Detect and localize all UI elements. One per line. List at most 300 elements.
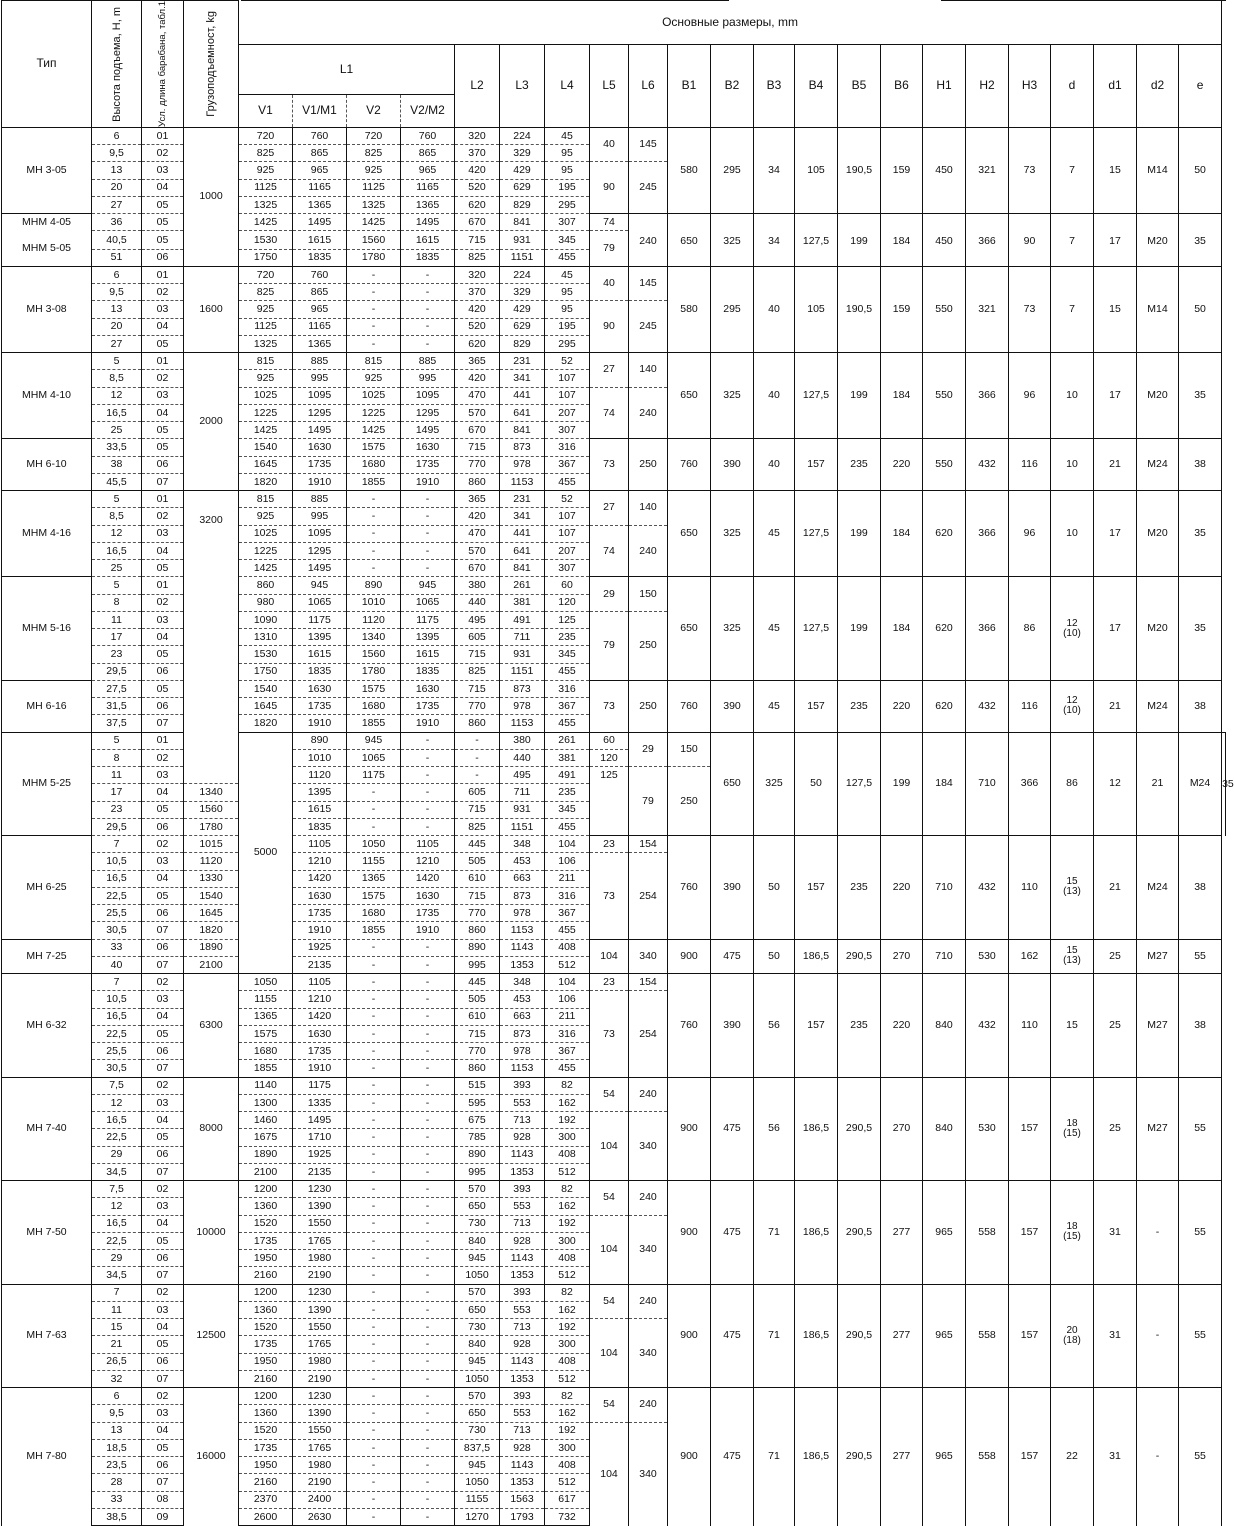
cell-l2: 420 — [455, 370, 500, 387]
cell-v1m1: 1835 — [293, 818, 347, 835]
cell-l3: 491 — [545, 767, 590, 784]
cell-l4: 195 — [545, 318, 590, 335]
cell-l2: 620 — [455, 335, 500, 352]
cell-l4: 300 — [545, 1439, 590, 1456]
cell-d: 12 (10) — [1051, 680, 1094, 732]
cell-h3: 110 — [1009, 836, 1051, 940]
cell-v1: 1425 — [239, 214, 293, 231]
cell-l4: 120 — [545, 594, 590, 611]
cell-l3: 931 — [500, 231, 545, 249]
cell-v2m2: 945 — [401, 577, 455, 594]
cell-l5: 23 — [590, 974, 629, 991]
cell-height: 9,5 — [92, 284, 142, 301]
cell-v1m1: 1230 — [293, 1388, 347, 1405]
cell-l6: 240 — [629, 1388, 668, 1423]
cell-b6: 277 — [881, 1181, 923, 1285]
cell-b4: 157 — [795, 680, 838, 732]
cell-height: 8,5 — [92, 370, 142, 387]
cell-l2: 995 — [455, 956, 500, 973]
col-v2m2-header: V2/M2 — [401, 94, 455, 127]
cell-v2m2: - — [401, 491, 455, 508]
cell-l3: 1143 — [500, 1250, 545, 1267]
cell-l6: 340 — [629, 1319, 668, 1388]
cell-drum: 04 — [142, 1215, 184, 1232]
cell-v2m2: - — [401, 1232, 455, 1249]
cell-e: 35 — [1179, 491, 1222, 577]
cell-e: 38 — [1179, 836, 1222, 940]
cell-drum: 04 — [142, 629, 184, 646]
cell-b5: 199 — [881, 732, 923, 836]
cell-l5: 27 — [590, 491, 629, 526]
cell-v2: 1575 — [347, 887, 401, 904]
cell-h3: 90 — [1009, 214, 1051, 267]
cell-v2m2: 1365 — [401, 196, 455, 213]
cell-v2m2: 1095 — [401, 387, 455, 404]
cell-height: 13 — [92, 162, 142, 179]
col-h1-header: H1 — [923, 45, 966, 128]
capacity-cell: 3200 — [184, 491, 239, 784]
cell-v1m1: 1335 — [293, 1094, 347, 1111]
cell-h2: 366 — [966, 491, 1009, 577]
cell-v1: 1200 — [239, 1388, 293, 1405]
cell-v2m2: - — [401, 560, 455, 577]
cell-v2m2: - — [455, 749, 500, 766]
cell-v1m1: 1550 — [293, 1319, 347, 1336]
cell-height: 34,5 — [92, 1267, 142, 1284]
cell-v2m2: 1630 — [401, 439, 455, 456]
cell-height: 32 — [92, 1370, 142, 1387]
cell-b5: 199 — [838, 353, 881, 439]
cell-e: 35 — [1179, 353, 1222, 439]
cell-height: 23,5 — [92, 1457, 142, 1474]
cell-drum: 05 — [142, 231, 184, 249]
cell-v2: - — [347, 1439, 401, 1456]
cell-h2: 366 — [966, 577, 1009, 681]
cell-v2m2: - — [401, 1077, 455, 1094]
cell-l3: 629 — [500, 179, 545, 196]
cell-drum: 01 — [142, 491, 184, 508]
cell-l3: 928 — [500, 1232, 545, 1249]
cell-l5: 54 — [590, 1181, 629, 1216]
cell-l4: 207 — [545, 542, 590, 559]
cell-l4: 367 — [545, 456, 590, 473]
cell-v2: - — [401, 749, 455, 766]
cell-l2: 445 — [455, 974, 500, 991]
cell-v2: 1155 — [347, 853, 401, 870]
cell-v1: 1735 — [239, 1232, 293, 1249]
cell-b2: 295 — [711, 127, 754, 213]
cell-v1: 1520 — [239, 1215, 293, 1232]
cell-v2m2: 1420 — [401, 870, 455, 887]
cell-v2m2: - — [401, 1405, 455, 1422]
cell-drum: 02 — [142, 749, 184, 766]
type-cell — [2, 214, 92, 267]
cell-b2: 475 — [711, 1181, 754, 1285]
cell-drum: 03 — [142, 611, 184, 628]
cell-l3: 931 — [500, 801, 545, 818]
cell-v1: 2100 — [239, 1163, 293, 1180]
cell-l4: 512 — [545, 956, 590, 973]
type-cell — [2, 127, 92, 213]
cell-v2m2: - — [401, 266, 455, 283]
cell-v2m2: - — [401, 956, 455, 973]
cell-v1m1: 1105 — [293, 836, 347, 853]
cell-l4: 455 — [545, 818, 590, 835]
cell-v1: 1360 — [239, 1405, 293, 1422]
cell-l6: 250 — [629, 680, 668, 732]
cell-drum: 02 — [142, 145, 184, 162]
cell-v1m1: 2135 — [293, 1163, 347, 1180]
cell-h1: 840 — [923, 1077, 966, 1181]
cell-drum: 07 — [142, 956, 184, 973]
cell-v1: 1820 — [184, 922, 239, 939]
cell-l3: 1143 — [500, 1146, 545, 1163]
cell-v2m2: 995 — [401, 370, 455, 387]
cell-v1: 1155 — [239, 991, 293, 1008]
cell-h1: 550 — [923, 266, 966, 352]
cell-drum: 04 — [142, 179, 184, 196]
cell-drum: 07 — [142, 715, 184, 732]
cell-l4: 95 — [545, 284, 590, 301]
cell-h1: 550 — [923, 439, 966, 491]
cell-drum: 06 — [142, 249, 184, 266]
cell-l6: 154 — [629, 974, 668, 991]
cell-b3: 34 — [754, 127, 795, 213]
cell-l2: 495 — [455, 611, 500, 628]
cell-v2: - — [347, 1008, 401, 1025]
cell-v1m1: 1495 — [293, 214, 347, 231]
cell-l3: 928 — [500, 1129, 545, 1146]
cell-l6: 150 — [668, 732, 711, 767]
cell-l3: 873 — [500, 887, 545, 904]
capacity-cell: 6300 — [184, 974, 239, 1078]
cell-l4: 120 — [590, 749, 629, 766]
cell-drum: 02 — [142, 1077, 184, 1094]
cell-b3: 40 — [754, 353, 795, 439]
cell-v1m1: 1910 — [293, 1060, 347, 1077]
cell-height: 51 — [92, 249, 142, 266]
cell-l2: 610 — [455, 870, 500, 887]
cell-l4: 211 — [545, 1008, 590, 1025]
cell-v2m2: 1735 — [401, 456, 455, 473]
cell-v2m2: 1630 — [401, 680, 455, 697]
cell-b5: 235 — [838, 439, 881, 491]
cell-l3: 1353 — [500, 1267, 545, 1284]
cell-height: 11 — [92, 611, 142, 628]
cell-v2m2: - — [401, 991, 455, 1008]
cell-l2: 420 — [455, 162, 500, 179]
cell-l3: 224 — [500, 127, 545, 144]
cell-v2m2: 1910 — [401, 922, 455, 939]
cell-l6: 340 — [629, 1215, 668, 1284]
cell-h2: 530 — [966, 939, 1009, 974]
cell-v1: 1225 — [239, 542, 293, 559]
cell-v2m2: 1105 — [401, 836, 455, 853]
cell-height: 40,5 — [92, 231, 142, 249]
cell-v1: 2160 — [239, 1474, 293, 1491]
cell-height: 9,5 — [92, 1405, 142, 1422]
cell-l4: 104 — [545, 974, 590, 991]
cell-v2: - — [347, 491, 401, 508]
cell-b3: 71 — [754, 1388, 795, 1526]
cell-l6: 245 — [629, 301, 668, 353]
cell-v2m2: - — [401, 1353, 455, 1370]
cell-v1m1: 885 — [293, 491, 347, 508]
cell-v1m1: 2190 — [293, 1267, 347, 1284]
cell-l3: 711 — [500, 784, 545, 801]
cell-l3: 1153 — [500, 473, 545, 490]
cell-v1m1: 2400 — [293, 1491, 347, 1508]
cell-d1: 25 — [1094, 939, 1137, 974]
cell-v1m1: 1230 — [293, 1181, 347, 1198]
cell-l2: 945 — [455, 1457, 500, 1474]
cell-v2m2: - — [401, 542, 455, 559]
cell-b4: 127,5 — [795, 577, 838, 681]
cell-drum: 06 — [142, 1146, 184, 1163]
cell-height: 5 — [92, 577, 142, 594]
col-b3-header: B3 — [754, 45, 795, 128]
cell-l2: 840 — [455, 1232, 500, 1249]
main-dims-header: Основные размеры, mm — [239, 1, 1222, 45]
cell-l2: 495 — [500, 767, 545, 784]
col-l5-header: L5 — [590, 45, 629, 128]
cell-v2: - — [347, 1129, 401, 1146]
cell-l2: 610 — [455, 1008, 500, 1025]
cell-b6: 270 — [881, 939, 923, 974]
cell-v2: - — [347, 1198, 401, 1215]
capacity-cell: 1000 — [184, 127, 239, 266]
cell-d: 22 — [1051, 1388, 1094, 1526]
cell-v2m2: 1630 — [401, 887, 455, 904]
cell-l3: 978 — [500, 698, 545, 715]
cell-v1m1: 1365 — [293, 335, 347, 352]
cell-l5: 104 — [590, 1319, 629, 1388]
type-name: МНМ 5-25 — [21, 777, 71, 790]
cell-v1: 720 — [239, 266, 293, 283]
cell-v2m2: 1910 — [401, 473, 455, 490]
cell-h3: 110 — [1009, 974, 1051, 1078]
cell-l3: 841 — [500, 560, 545, 577]
cell-l3: 1151 — [500, 249, 545, 266]
cell-l3: 829 — [500, 335, 545, 352]
cell-height: 16,5 — [92, 404, 142, 421]
cell-height: 21 — [92, 1336, 142, 1353]
cell-b4: 186,5 — [795, 939, 838, 974]
cell-l5: 79 — [629, 767, 668, 836]
cell-b1: 650 — [711, 732, 754, 836]
cell-l4: 455 — [545, 715, 590, 732]
cell-l3: 393 — [500, 1181, 545, 1198]
cell-v1: 1310 — [239, 629, 293, 646]
cell-height: 12 — [92, 387, 142, 404]
cell-v2m2: - — [401, 1181, 455, 1198]
cell-l6: 254 — [629, 991, 668, 1077]
cell-l2: 715 — [455, 801, 500, 818]
cell-v1m1: 1390 — [293, 1301, 347, 1318]
cell-v2m2: 1910 — [401, 715, 455, 732]
cell-l5: 90 — [590, 162, 629, 214]
type-name: МНМ 4-16 — [21, 527, 71, 540]
cell-v1: 1950 — [239, 1457, 293, 1474]
cell-l4: 104 — [545, 836, 590, 853]
cell-v1m1: 1230 — [293, 1284, 347, 1301]
cell-l4: 307 — [545, 560, 590, 577]
cell-b2: 325 — [711, 491, 754, 577]
cell-v1m1: 1615 — [293, 801, 347, 818]
cell-l4: 235 — [545, 629, 590, 646]
cell-b3: 40 — [754, 266, 795, 352]
cell-l4: 125 — [590, 767, 629, 784]
cell-v2m2: 1735 — [401, 698, 455, 715]
cell-v1m1: 1615 — [293, 646, 347, 663]
cell-b6: 159 — [881, 127, 923, 213]
cell-l5: 40 — [590, 127, 629, 162]
cell-b5: 290,5 — [838, 939, 881, 974]
cell-v1: 1330 — [184, 870, 239, 887]
cell-drum: 07 — [142, 922, 184, 939]
cell-h2: 558 — [966, 1284, 1009, 1388]
cell-drum: 08 — [142, 1491, 184, 1508]
cell-height: 8 — [92, 749, 142, 766]
cell-b2: 390 — [711, 836, 754, 940]
cell-l4: 162 — [545, 1094, 590, 1111]
cell-b6: 277 — [881, 1284, 923, 1388]
cell-v1m1: 1735 — [293, 905, 347, 922]
cell-h2: 321 — [966, 127, 1009, 213]
cell-height: 27 — [92, 335, 142, 352]
cell-v1: 1735 — [239, 1336, 293, 1353]
cell-v1: 2370 — [239, 1491, 293, 1508]
cell-l2: 1270 — [455, 1508, 500, 1525]
cell-l4: 235 — [545, 784, 590, 801]
cell-h1: 965 — [923, 1181, 966, 1285]
col-v1-header: V1 — [239, 94, 293, 127]
cell-b5: 290,5 — [838, 1284, 881, 1388]
cell-drum: 01 — [142, 577, 184, 594]
cell-l4: 512 — [545, 1474, 590, 1491]
cell-d2: M24 — [1137, 439, 1179, 491]
cell-v2: - — [347, 1457, 401, 1474]
cell-d2: M20 — [1137, 577, 1179, 681]
cell-l3: 329 — [500, 145, 545, 162]
cell-l3: 629 — [500, 318, 545, 335]
col-e-header: e — [1179, 45, 1222, 128]
cell-v2: - — [347, 301, 401, 318]
col-l3-header: L3 — [500, 45, 545, 128]
cell-v1: 1090 — [239, 611, 293, 628]
cell-v1m1: 885 — [293, 353, 347, 370]
cell-h3: 86 — [1051, 732, 1094, 836]
dimensions-table-wrapper — [1, 0, 1234, 1526]
cell-v2: 1325 — [347, 196, 401, 213]
cell-drum: 01 — [142, 732, 184, 749]
cell-v1: 1735 — [239, 1439, 293, 1456]
cell-v1m1: 1210 — [293, 853, 347, 870]
col-height-header: Высота подъема, H, m — [92, 1, 142, 128]
cell-v2: 1680 — [347, 698, 401, 715]
cell-b4: 105 — [795, 266, 838, 352]
cell-v1m1: 1095 — [293, 387, 347, 404]
cell-h2: 432 — [966, 836, 1009, 940]
cell-b6: 220 — [881, 836, 923, 940]
cell-v2: 1680 — [347, 456, 401, 473]
cell-drum: 07 — [142, 1474, 184, 1491]
cell-v1: 720 — [239, 127, 293, 144]
cell-b3: 56 — [754, 1077, 795, 1181]
cell-b1: 900 — [668, 1284, 711, 1388]
cell-b1: 650 — [668, 353, 711, 439]
cell-v1m1: 1735 — [293, 1043, 347, 1060]
cell-l3: 713 — [500, 1319, 545, 1336]
cell-l2: 420 — [455, 301, 500, 318]
col-h2-header: H2 — [966, 45, 1009, 128]
table-row — [2, 1388, 1226, 1405]
cell-h1: 620 — [923, 491, 966, 577]
capacity-cell: 16000 — [184, 1388, 239, 1526]
type-name: МН 7-25 — [26, 949, 67, 962]
cell-v1: 1540 — [239, 680, 293, 697]
cell-l3: 429 — [500, 162, 545, 179]
cell-l3: 393 — [500, 1388, 545, 1405]
cell-l5: 73 — [590, 991, 629, 1077]
col-d1-header: d1 — [1094, 45, 1137, 128]
cell-b6: 184 — [881, 491, 923, 577]
col-l1-header: L1 — [239, 45, 455, 95]
cell-d1: 15 — [1094, 266, 1137, 352]
cell-v2: 720 — [347, 127, 401, 144]
cell-b1: 760 — [668, 680, 711, 732]
type-cell — [2, 732, 92, 836]
cell-height: 17 — [92, 784, 142, 801]
cell-v1: 1820 — [239, 715, 293, 732]
cell-drum: 06 — [142, 905, 184, 922]
cell-v2: - — [347, 956, 401, 973]
cell-b5: 290,5 — [838, 1077, 881, 1181]
cell-l4: 82 — [545, 1077, 590, 1094]
cell-v1: 925 — [239, 508, 293, 525]
cell-l4: 107 — [545, 370, 590, 387]
cell-l6: 340 — [629, 1422, 668, 1526]
cell-l2: 650 — [455, 1198, 500, 1215]
cell-drum: 05 — [142, 1336, 184, 1353]
cell-l6: 140 — [629, 353, 668, 388]
cell-v1m1: 1765 — [293, 1336, 347, 1353]
cell-v2m2: - — [401, 1422, 455, 1439]
type-name: МНМ 5-16 — [21, 622, 71, 635]
cell-drum: 05 — [142, 439, 184, 456]
cell-height: 27 — [92, 196, 142, 213]
cell-v2: - — [347, 1319, 401, 1336]
cell-height: 25 — [92, 560, 142, 577]
cell-height: 20 — [92, 179, 142, 196]
cell-v1m1: 1765 — [293, 1439, 347, 1456]
cell-l2: 670 — [455, 422, 500, 439]
cell-l3: 641 — [500, 542, 545, 559]
cell-v1m1: 865 — [293, 284, 347, 301]
cell-l4: 455 — [545, 922, 590, 939]
cell-v1: 1645 — [239, 456, 293, 473]
cell-h1: 710 — [966, 732, 1009, 836]
cell-v1: 1125 — [239, 318, 293, 335]
capacity-cell: 12500 — [184, 1284, 239, 1388]
cell-v1m1: 1175 — [293, 1077, 347, 1094]
cell-v2: - — [347, 525, 401, 542]
cell-l3: 429 — [500, 301, 545, 318]
cell-d1: 25 — [1094, 1077, 1137, 1181]
cell-l3: 491 — [500, 611, 545, 628]
cell-v1m1: 1710 — [293, 1129, 347, 1146]
cell-l3: 553 — [500, 1198, 545, 1215]
